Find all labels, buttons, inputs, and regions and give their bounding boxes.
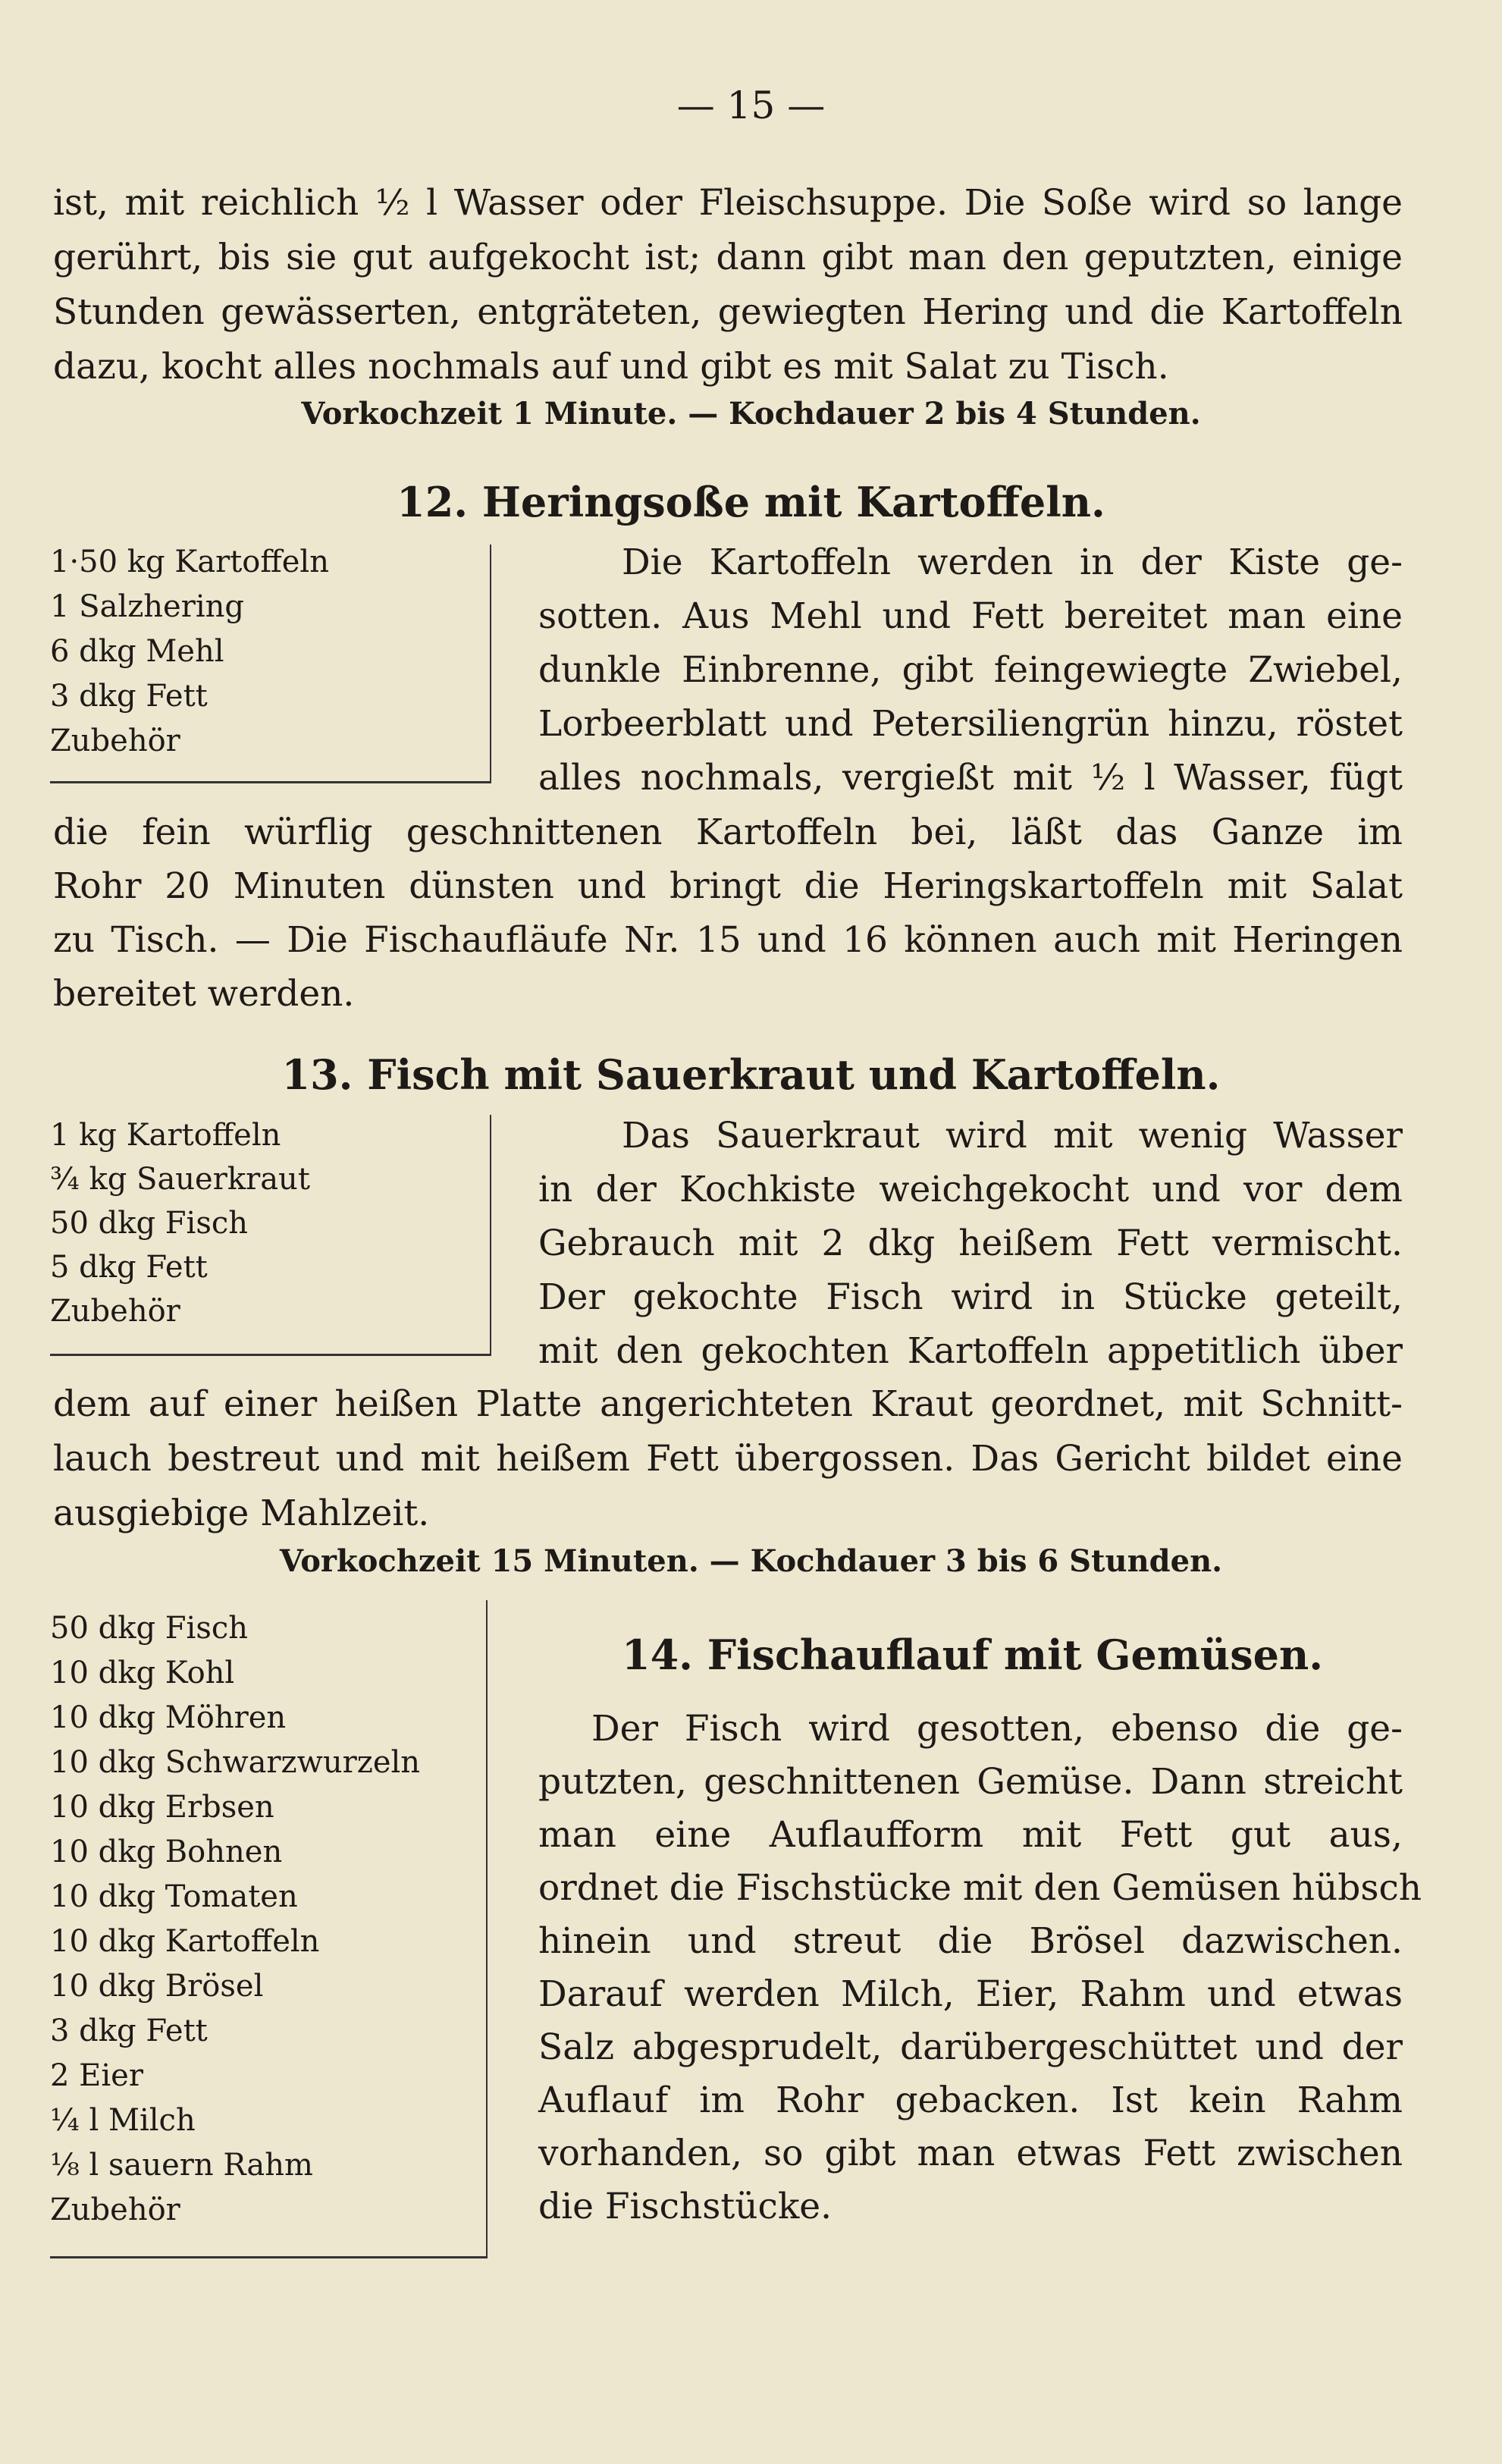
text-line: putzten, geschnittenen Gemüse. Dann streicht [538, 1761, 1403, 1803]
text-line: zu Tisch. — Die Fischaufläufe Nr. 15 und 16 können auch mit Heringen [53, 919, 1403, 961]
recipe-14-title: 14. Fischauflauf mit Gemüsen. [622, 1631, 1324, 1679]
ingredient-item: 50 dkg Fisch [50, 1206, 249, 1241]
ingredient-item: Zubehör [50, 1294, 180, 1329]
ingredient-item: 10 dkg Erbsen [50, 1790, 274, 1825]
text-line: ordnet die Fischstücke mit den Gemüsen hübsch [538, 1867, 1422, 1909]
ingredient-item: 10 dkg Kartoffeln [50, 1924, 320, 1959]
ingredient-item: 1 Salzhering [50, 589, 244, 624]
ingredient-item: 1 kg Kartoffeln [50, 1118, 281, 1153]
text-line: Rohr 20 Minuten dünsten und bringt die Heringskartoffeln mit Salat [53, 865, 1403, 907]
text-line: dunkle Einbrenne, gibt feingewiegte Zwiebel, [538, 649, 1403, 691]
ingredient-item: 50 dkg Fisch [50, 1611, 249, 1646]
ingredient-item: 10 dkg Schwarzwurzeln [50, 1745, 421, 1780]
text-line: Der gekochte Fisch wird in Stücke geteilt, [538, 1276, 1403, 1318]
ingredient-item: ⅛ l sauern Rahm [50, 2148, 313, 2183]
ingredient-item: 10 dkg Möhren [50, 1700, 287, 1735]
text-line: Stunden gewässerten, entgräteten, gewiegten Hering und die Kartoffeln [53, 291, 1403, 333]
text-line: die Fischstücke. [538, 2186, 833, 2227]
text-line: Der Fisch wird gesotten, ebenso die ge- [591, 1708, 1403, 1750]
timing-note-13: Vorkochzeit 15 Minuten. — Kochdauer 3 bis 6 Stunden. [279, 1543, 1223, 1579]
ingredient-item: 10 dkg Bohnen [50, 1835, 283, 1869]
text-line: sotten. Aus Mehl und Fett bereitet man eine [538, 595, 1403, 637]
ingredient-item: 6 dkg Mehl [50, 634, 224, 669]
ingredient-item: 2 Eier [50, 2058, 143, 2093]
ingredient-item: ¼ l Milch [50, 2103, 196, 2138]
text-line: die fein würflig geschnittenen Kartoffeln bei, läßt das Ganze im [53, 811, 1403, 853]
text-line: hinein und streut die Brösel dazwischen. [538, 1920, 1403, 1962]
ingredient-item: 3 dkg Fett [50, 2014, 208, 2048]
text-line: vorhanden, so gibt man etwas Fett zwischen [538, 2133, 1403, 2174]
ingredient-item: 10 dkg Brösel [50, 1969, 264, 2004]
ingredient-item: Zubehör [50, 724, 180, 758]
ingredient-item: ¾ kg Sauerkraut [50, 1162, 310, 1197]
recipe-13-title: 13. Fisch mit Sauerkraut und Kartoffeln. [281, 1050, 1221, 1099]
text-line: Lorbeerblatt und Petersiliengrün hinzu, röstet [538, 703, 1403, 745]
text-line: in der Kochkiste weichgekocht und vor dem [538, 1169, 1403, 1210]
text-line: Darauf werden Milch, Eier, Rahm und etwas [538, 1973, 1403, 2015]
text-line: ist, mit reichlich ½ l Wasser oder Fleischsuppe. Die Soße wird so lange [53, 182, 1403, 224]
text-line: Auflauf im Rohr gebacken. Ist kein Rahm [538, 2079, 1403, 2121]
text-line: dazu, kocht alles nochmals auf und gibt es mit Salat zu Tisch. [53, 346, 1169, 388]
ingredient-item: 3 dkg Fett [50, 679, 208, 714]
timing-note-11: Vorkochzeit 1 Minute. — Kochdauer 2 bis 4 Stunden. [301, 396, 1201, 432]
ingredient-item: 5 dkg Fett [50, 1250, 208, 1285]
text-line: lauch bestreut und mit heißem Fett übergossen. Das Gericht bildet eine [53, 1438, 1403, 1480]
text-line: dem auf einer heißen Platte angerichteten Kraut geordnet, mit Schnitt- [53, 1383, 1403, 1425]
text-line: gerührt, bis sie gut aufgekocht ist; dann gibt man den geputzten, einige [53, 237, 1403, 278]
text-line: Das Sauerkraut wird mit wenig Wasser [622, 1115, 1403, 1157]
text-line: Gebrauch mit 2 dkg heißem Fett vermischt. [538, 1223, 1403, 1264]
text-line: mit den gekochten Kartoffeln appetitlich über [538, 1330, 1403, 1372]
ingredient-item: Zubehör [50, 2192, 180, 2227]
text-line: alles nochmals, vergießt mit ½ l Wasser, fügt [538, 757, 1403, 799]
text-line: Salz abgesprudelt, darübergeschüttet und der [538, 2026, 1403, 2068]
ingredient-item: 10 dkg Tomaten [50, 1879, 298, 1914]
text-line: ausgiebige Mahlzeit. [53, 1493, 430, 1534]
recipe-12-title: 12. Heringsoße mit Kartoffeln. [397, 478, 1105, 526]
ingredient-item: 10 dkg Kohl [50, 1656, 235, 1690]
text-line: Die Kartoffeln werden in der Kiste ge- [622, 541, 1403, 583]
ingredient-item: 1·50 kg Kartoffeln [50, 545, 329, 579]
page-number: — 15 — [676, 83, 826, 127]
text-line: man eine Auflaufform mit Fett gut aus, [538, 1814, 1403, 1856]
text-line: bereitet werden. [53, 973, 355, 1015]
